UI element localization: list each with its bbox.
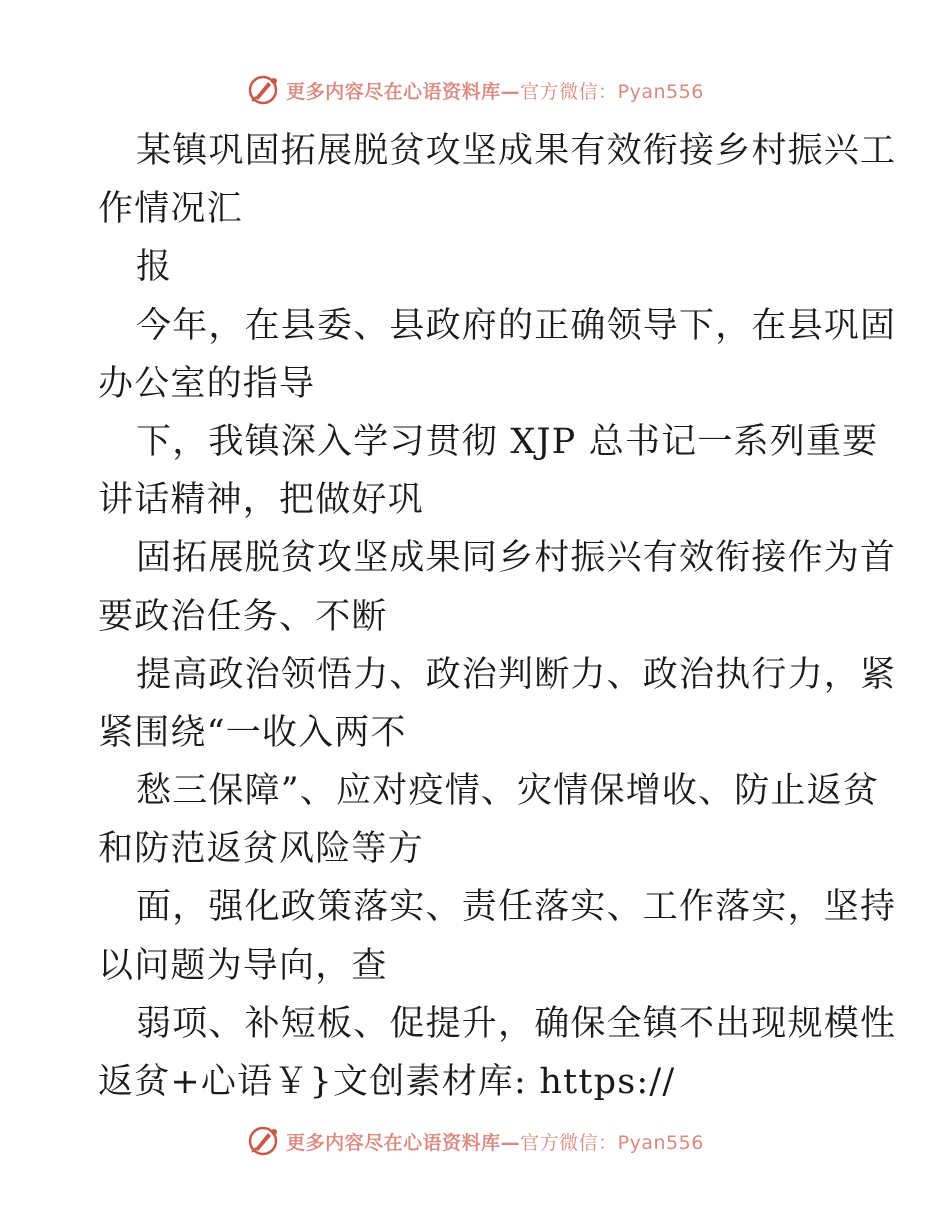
watermark-main-text: 更多内容尽在心语资料库 (286, 1131, 501, 1154)
watermark-main-text: 更多内容尽在心语资料库 (286, 80, 501, 103)
document-line: 和防范返贫风险等方 (98, 829, 424, 870)
document-line: 下，我镇深入学习贯彻 XJP 总书记一系列重要 (136, 421, 879, 462)
document-line: 作情况汇 (98, 189, 243, 230)
document-line: 今年，在县委、县政府的正确领导下，在县巩固 (136, 305, 897, 346)
watermark-text (286, 77, 704, 104)
document-line: 讲话精神，把做好巩 (98, 480, 424, 521)
quill-pen-circle-icon (246, 1124, 280, 1158)
document-line: 返贫+心语￥}文创素材库: https:// (98, 1062, 676, 1102)
document-line: 办公室的指导 (98, 363, 316, 404)
document-line: 弱项、补短板、促提升，确保全镇不出现规模性 (136, 1003, 897, 1044)
document-line: 面，强化政策落实、责任落实、工作落实，坚持 (136, 887, 897, 928)
quill-pen-circle-icon (246, 73, 280, 107)
document-line: 以问题为导向，查 (98, 945, 388, 986)
document-line: 要政治任务、不断 (98, 596, 388, 637)
watermark-wechat-text: 官方微信：Pyan556 (520, 1131, 704, 1154)
document-line: 某镇巩固拓展脱贫攻坚成果有效衔接乡村振兴工 (136, 131, 897, 171)
document-line: 报 (136, 247, 173, 288)
watermark-text (286, 1128, 704, 1155)
document-line: 固拓展脱贫攻坚成果同乡村振兴有效衔接作为首 (136, 538, 897, 579)
footer-watermark (0, 1121, 950, 1161)
watermark-dash: — (500, 1131, 521, 1154)
document-line: 提高政治领悟力、政治判断力、政治执行力，紧 (136, 654, 897, 695)
watermark-dash: — (500, 80, 521, 103)
header-watermark (0, 70, 950, 110)
watermark-wechat-text: 官方微信：Pyan556 (520, 80, 704, 103)
document-body (98, 122, 897, 1111)
document-line: 愁三保障”、应对疫情、灾情保增收、防止返贫 (136, 771, 880, 812)
document-line: 紧围绕“一收入两不 (98, 712, 407, 753)
